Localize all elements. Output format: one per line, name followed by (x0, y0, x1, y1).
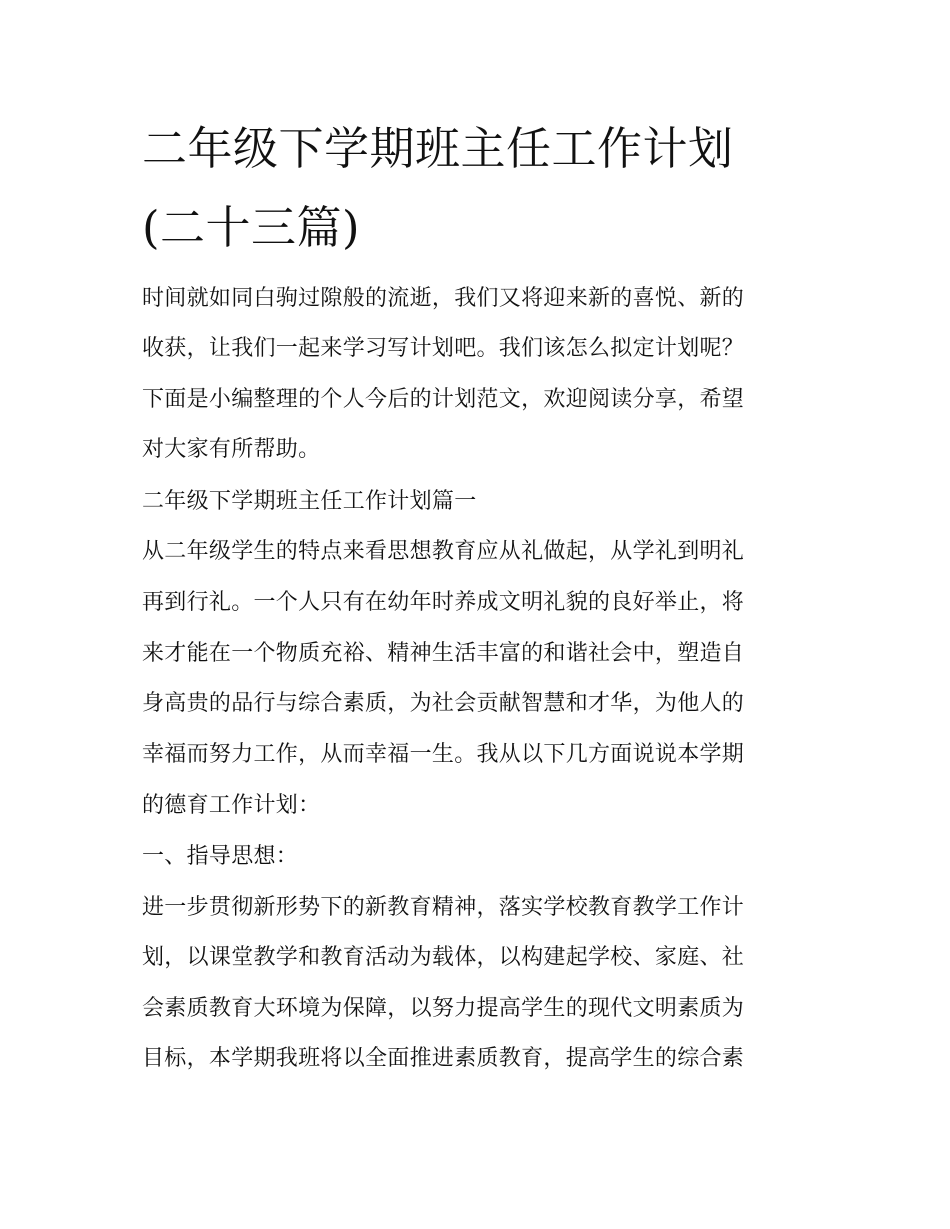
intro-line-2: 收获，让我们一起来学习写计划吧。我们该怎么拟定计划呢？ (142, 336, 745, 361)
paragraph2-line-4: 目标，本学期我班将以全面推进素质教育，提高学生的综合素 (142, 1046, 745, 1071)
paragraph2-line-2: 划，以课堂教学和教育活动为载体，以构建起学校、家庭、社 (142, 945, 745, 970)
section-heading: 二年级下学期班主任工作计划篇一 (142, 489, 477, 514)
paragraph1-line-6: 的德育工作计划： (142, 793, 321, 818)
subheading-guiding-idea: 一、指导思想： (142, 844, 299, 869)
intro-line-3: 下面是小编整理的个人今后的计划范文，欢迎阅读分享，希望 (142, 387, 745, 412)
document-title-line-1: 二年级下学期班主任工作计划 (142, 122, 734, 175)
intro-line-1: 时间就如同白驹过隙般的流逝，我们又将迎来新的喜悦、新的 (142, 286, 745, 311)
paragraph2-line-1: 进一步贯彻新形势下的新教育精神，落实学校教育教学工作计 (142, 895, 745, 920)
document-title-line-2: (二十三篇) (142, 201, 361, 254)
intro-line-4: 对大家有所帮助。 (142, 437, 321, 462)
paragraph1-line-4: 身高贵的品行与综合素质，为社会贡献智慧和才华，为他人的 (142, 691, 745, 716)
paragraph1-line-2: 再到行礼。一个人只有在幼年时养成文明礼貌的良好举止，将 (142, 590, 745, 615)
paragraph2-line-3: 会素质教育大环境为保障，以努力提高学生的现代文明素质为 (142, 996, 745, 1021)
paragraph1-line-5: 幸福而努力工作，从而幸福一生。我从以下几方面说说本学期 (142, 742, 745, 767)
paragraph1-line-1: 从二年级学生的特点来看思想教育应从礼做起，从学礼到明礼 (142, 539, 745, 564)
paragraph1-line-3: 来才能在一个物质充裕、精神生活丰富的和谐社会中，塑造自 (142, 641, 745, 666)
